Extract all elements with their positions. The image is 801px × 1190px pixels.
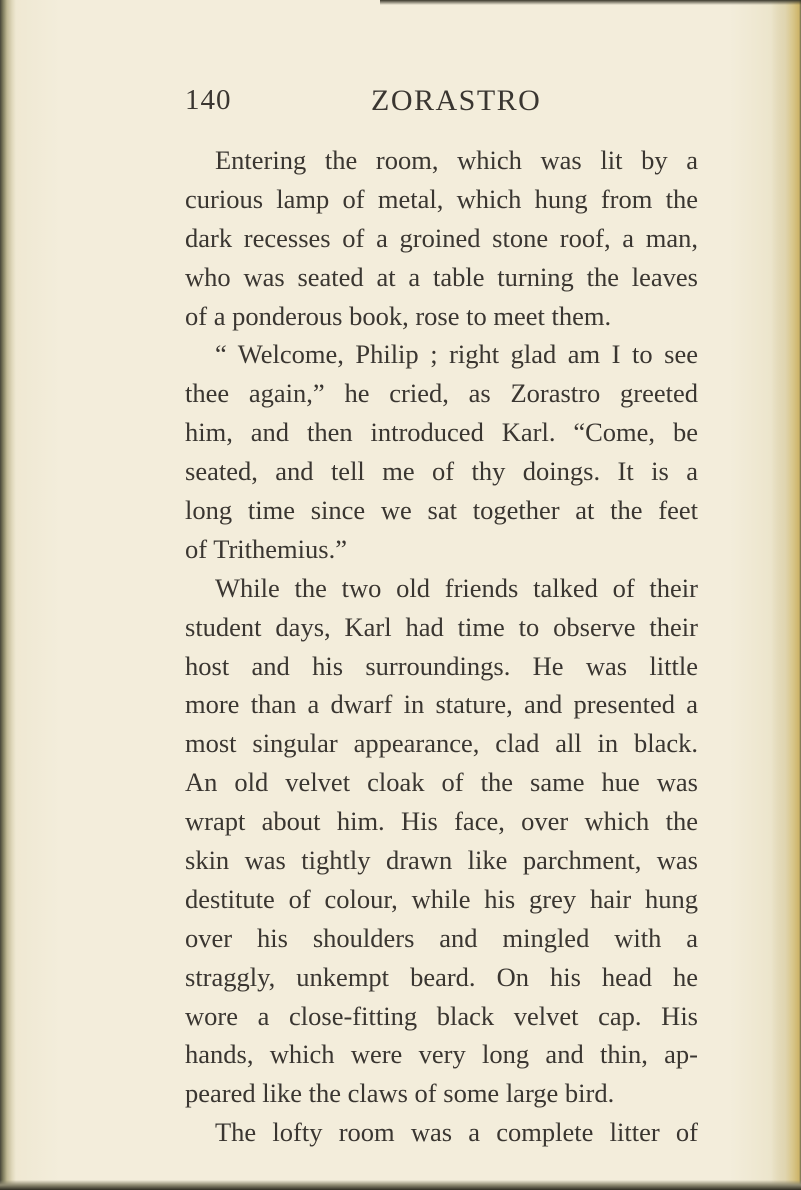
text-line: more than a dwarf in stature, and presented a xyxy=(185,689,698,720)
text-line: long time since we sat together at the feet xyxy=(185,495,698,526)
text-line: destitute of colour, while his grey hair hung xyxy=(185,883,698,914)
text-line: curious lamp of metal, which hung from the xyxy=(185,183,698,214)
text-line: thee again,” he cried, as Zorastro greeted xyxy=(185,378,698,409)
text-line: An old velvet cloak of the same hue was xyxy=(185,767,698,798)
running-head: ZORASTRO xyxy=(371,84,542,117)
text-line: dark recesses of a groined stone roof, a man, xyxy=(185,222,698,253)
text-line: peared like the claws of some large bird. xyxy=(185,1078,615,1109)
text-line: wrapt about him. His face, over which the xyxy=(185,806,698,837)
text-line: wore a close-fitting black velvet cap. His xyxy=(185,1000,698,1031)
page-header xyxy=(0,84,801,124)
text-line: him, and then introduced Karl. “Come, be xyxy=(185,417,698,448)
page-binding-edge xyxy=(0,0,16,1190)
page-number: 140 xyxy=(185,84,232,116)
text-line: seated, and tell me of thy doings. It is a xyxy=(185,456,698,487)
body-text xyxy=(185,141,698,1152)
page-bottom-shadow xyxy=(0,1180,801,1190)
text-line: student days, Karl had time to observe their xyxy=(185,611,698,642)
text-line: who was seated at a table turning the leaves xyxy=(185,261,698,292)
text-line: most singular appearance, clad all in black. xyxy=(185,728,698,759)
text-line: of a ponderous book, rose to meet them. xyxy=(185,300,612,331)
text-line: The lofty room was a complete litter of xyxy=(215,1117,698,1148)
text-line: host and his surroundings. He was little xyxy=(185,650,698,681)
text-line: While the two old friends talked of their xyxy=(215,572,698,603)
text-line: skin was tightly drawn like parchment, was xyxy=(185,845,698,876)
text-line: Entering the room, which was lit by a xyxy=(215,145,698,175)
text-line: over his shoulders and mingled with a xyxy=(185,922,698,953)
page-fore-edge xyxy=(771,0,801,1190)
page-top-shadow xyxy=(380,0,801,5)
text-line: of Trithemius.” xyxy=(185,533,347,564)
text-line: straggly, unkempt beard. On his head he xyxy=(185,961,698,992)
text-line: “ Welcome, Philip ; right glad am I to see xyxy=(215,339,698,370)
text-line: hands, which were very long and thin, ap- xyxy=(185,1039,698,1070)
